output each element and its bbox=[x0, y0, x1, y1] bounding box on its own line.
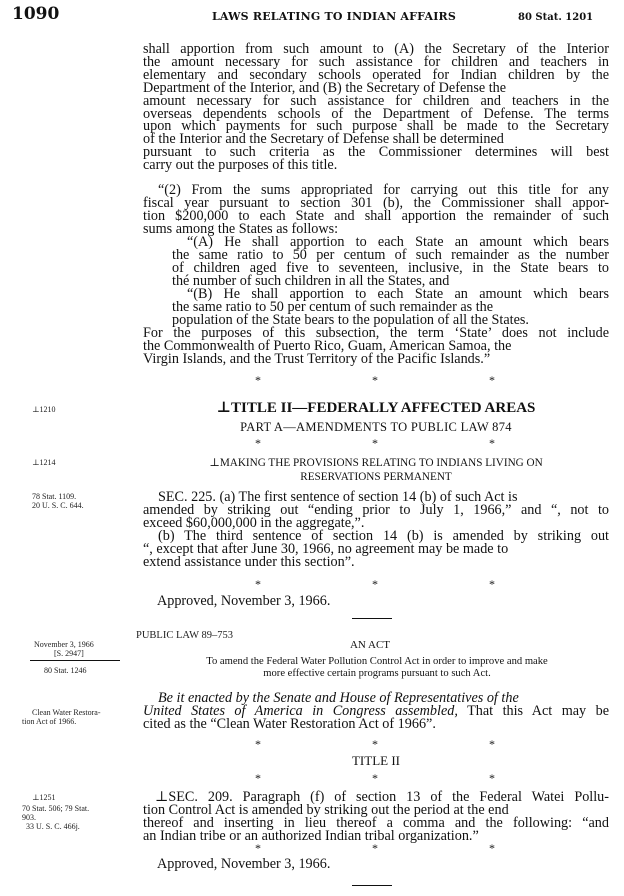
star: * bbox=[372, 841, 378, 855]
title-heading: ⊥TITLE II—FEDERALLY AFFECTED AREAS bbox=[216, 400, 536, 416]
text-line: more effective certain programs pursuant to such Act. bbox=[263, 667, 491, 679]
text-line: “(A) He shall apportion to each State an amount which bears bbox=[187, 234, 609, 250]
text-line: an Indian tribe or an authorized Indian tribal organization.” bbox=[143, 827, 479, 844]
star: * bbox=[255, 436, 261, 450]
paragraph-apportionment bbox=[143, 43, 609, 172]
paragraph-clause-a bbox=[172, 236, 609, 288]
text-line: the same ratio to 50 per centum of such remainder as the number bbox=[172, 246, 609, 263]
text-line: of children aged five to seventeen, inclusive, in the State bears to bbox=[172, 259, 609, 276]
section-heading: ⊥MAKING THE PROVISIONS RELATING TO INDIANS LIVING ON bbox=[209, 457, 543, 469]
text-line: ⊥SEC. 209. Paragraph (f) of section 13 of the Federal Watei Pollu- bbox=[155, 789, 609, 805]
enacting-clause bbox=[143, 692, 609, 731]
text-line: upon which payments for such purpose shall be made to the Secretary bbox=[143, 118, 609, 135]
margin-short-title: Clean Water Restora- bbox=[32, 708, 101, 717]
star: * bbox=[489, 577, 495, 591]
text-line: SEC. 225. (a) The first sentence of section 14 (b) of such Act is bbox=[158, 489, 518, 505]
margin-citation: 20 U. S. C. 644. bbox=[32, 501, 84, 510]
act-purpose bbox=[140, 656, 614, 679]
text-line: amended by striking out “ending prior to July 1, 1966,” and “, not to bbox=[143, 501, 609, 518]
text-line: amount necessary for such assistance for children and teachers in the bbox=[143, 92, 609, 109]
margin-page-marker: ⊥1210 bbox=[32, 405, 56, 414]
section-209 bbox=[143, 791, 609, 843]
text-line: exceed $60,000,000 in the aggregate,”. bbox=[143, 514, 365, 531]
star: * bbox=[255, 577, 261, 591]
star: * bbox=[489, 841, 495, 855]
star: * bbox=[489, 737, 495, 751]
margin-citation: 33 U. S. C. 466j. bbox=[26, 822, 80, 831]
text-line: (b) The third sentence of section 14 (b) is amended by striking out bbox=[158, 528, 609, 544]
text-line: “(B) He shall apportion to each State an amount which bears bbox=[187, 286, 609, 302]
running-head: LAWS RELATING TO INDIAN AFFAIRS bbox=[212, 10, 457, 23]
page-number: 1090 bbox=[12, 4, 60, 24]
text-line: of the Interior and the Secretary of Defense shall be determined bbox=[143, 131, 504, 148]
margin-citation: 80 Stat. 1246 bbox=[44, 666, 87, 675]
star: * bbox=[372, 373, 378, 387]
margin-page-marker: ⊥1251 bbox=[32, 793, 56, 802]
text-line: elementary and secondary schools operated for Indian children by the bbox=[143, 66, 609, 83]
paragraph-subsection-2 bbox=[143, 184, 609, 236]
approval-date: Approved, November 3, 1966. bbox=[157, 856, 331, 872]
title-ii-heading: TITLE II bbox=[351, 753, 400, 768]
text-line: fiscal year pursuant to section 301 (b), the Commissioner shall appor- bbox=[143, 194, 609, 211]
star: * bbox=[255, 737, 261, 751]
text-line: Be it enacted by the Senate and House of Representatives of the bbox=[158, 690, 519, 706]
star: * bbox=[255, 841, 261, 855]
margin-page-marker: ⊥1214 bbox=[32, 458, 56, 467]
margin-citation: 70 Stat. 506; 79 Stat. bbox=[22, 804, 90, 813]
text-line: Department of the Interior, and (B) the Secretary of Defense the bbox=[143, 79, 507, 96]
text-line: tion Control Act is amended by striking out the period at the end bbox=[143, 801, 509, 818]
section-225-a bbox=[143, 491, 609, 530]
star: * bbox=[372, 771, 378, 785]
text-line: population of the State bears to the population of all the States. bbox=[172, 311, 529, 328]
star: * bbox=[255, 373, 261, 387]
paragraph-state-definition bbox=[143, 327, 609, 366]
text-line: carry out the purposes of this title. bbox=[143, 157, 338, 174]
paragraph-clause-b bbox=[172, 288, 609, 327]
text-line: To amend the Federal Water Pollution Control Act in order to improve and make bbox=[206, 656, 548, 667]
italic-text: United States of America in Congress assembled, bbox=[143, 702, 458, 719]
part-heading: PART A—AMENDMENTS TO PUBLIC LAW 874 bbox=[240, 420, 512, 434]
star: * bbox=[372, 737, 378, 751]
text-line: Virgin Islands, and the Trust Territory of the Pacific Islands.” bbox=[143, 350, 491, 367]
text-line: thereof and inserting in lieu thereof a comma and the following: “and bbox=[143, 814, 609, 831]
star: * bbox=[489, 771, 495, 785]
margin-date: November 3, 1966 bbox=[34, 640, 94, 649]
text-line: shall apportion from such amount to (A) the Secretary of the Interior bbox=[143, 41, 609, 57]
divider-rule bbox=[352, 618, 392, 619]
text-line: thé number of such children in all the States, and bbox=[172, 272, 450, 289]
text-line: “, except that after June 30, 1966, no agreement may be made to bbox=[143, 540, 509, 557]
star: * bbox=[372, 577, 378, 591]
section-225-b bbox=[143, 530, 609, 569]
public-law-number: PUBLIC LAW 89–753 bbox=[136, 630, 233, 641]
margin-divider bbox=[30, 660, 120, 661]
text-line: pursuant to such criteria as the Commissioner determines will best bbox=[143, 144, 609, 161]
text-line: overseas dependents schools of the Department of Defense. The terms bbox=[143, 105, 609, 122]
star: * bbox=[489, 373, 495, 387]
text-line: cited as the “Clean Water Restoration Act of 1966”. bbox=[143, 715, 436, 732]
star: * bbox=[489, 436, 495, 450]
text-line: “(2) From the sums appropriated for carrying out this title for any bbox=[158, 182, 609, 198]
margin-citation: 78 Stat. 1109. bbox=[32, 492, 77, 501]
text-line: tion $200,000 to each State and shall apportion the remainder of such bbox=[143, 207, 609, 224]
text-line: For the purposes of this subsection, the term ‘State’ does not include bbox=[143, 325, 609, 341]
section-heading: RESERVATIONS PERMANENT bbox=[300, 471, 452, 483]
text-line: extend assistance under this section”. bbox=[143, 553, 355, 570]
statute-reference: 80 Stat. 1201 bbox=[518, 12, 594, 23]
star: * bbox=[372, 436, 378, 450]
an-act-heading: AN ACT bbox=[349, 639, 391, 651]
margin-citation: 903. bbox=[22, 813, 36, 822]
text-segment: That this Act may be bbox=[457, 702, 609, 719]
margin-bill-number: [S. 2947] bbox=[54, 649, 84, 658]
star: * bbox=[255, 771, 261, 785]
text-line: the Commonwealth of Puerto Rico, Guam, American Samoa, the bbox=[143, 337, 512, 354]
text-line: the amount necessary for such assistance for children and teachers in bbox=[143, 53, 609, 70]
text-line: sums among the States as follows: bbox=[143, 220, 339, 237]
approval-date: Approved, November 3, 1966. bbox=[157, 593, 331, 609]
margin-short-title: tion Act of 1966. bbox=[22, 717, 77, 726]
text-line: the same ratio to 50 per centum of such remainder as the bbox=[172, 298, 494, 315]
divider-rule bbox=[352, 885, 392, 886]
